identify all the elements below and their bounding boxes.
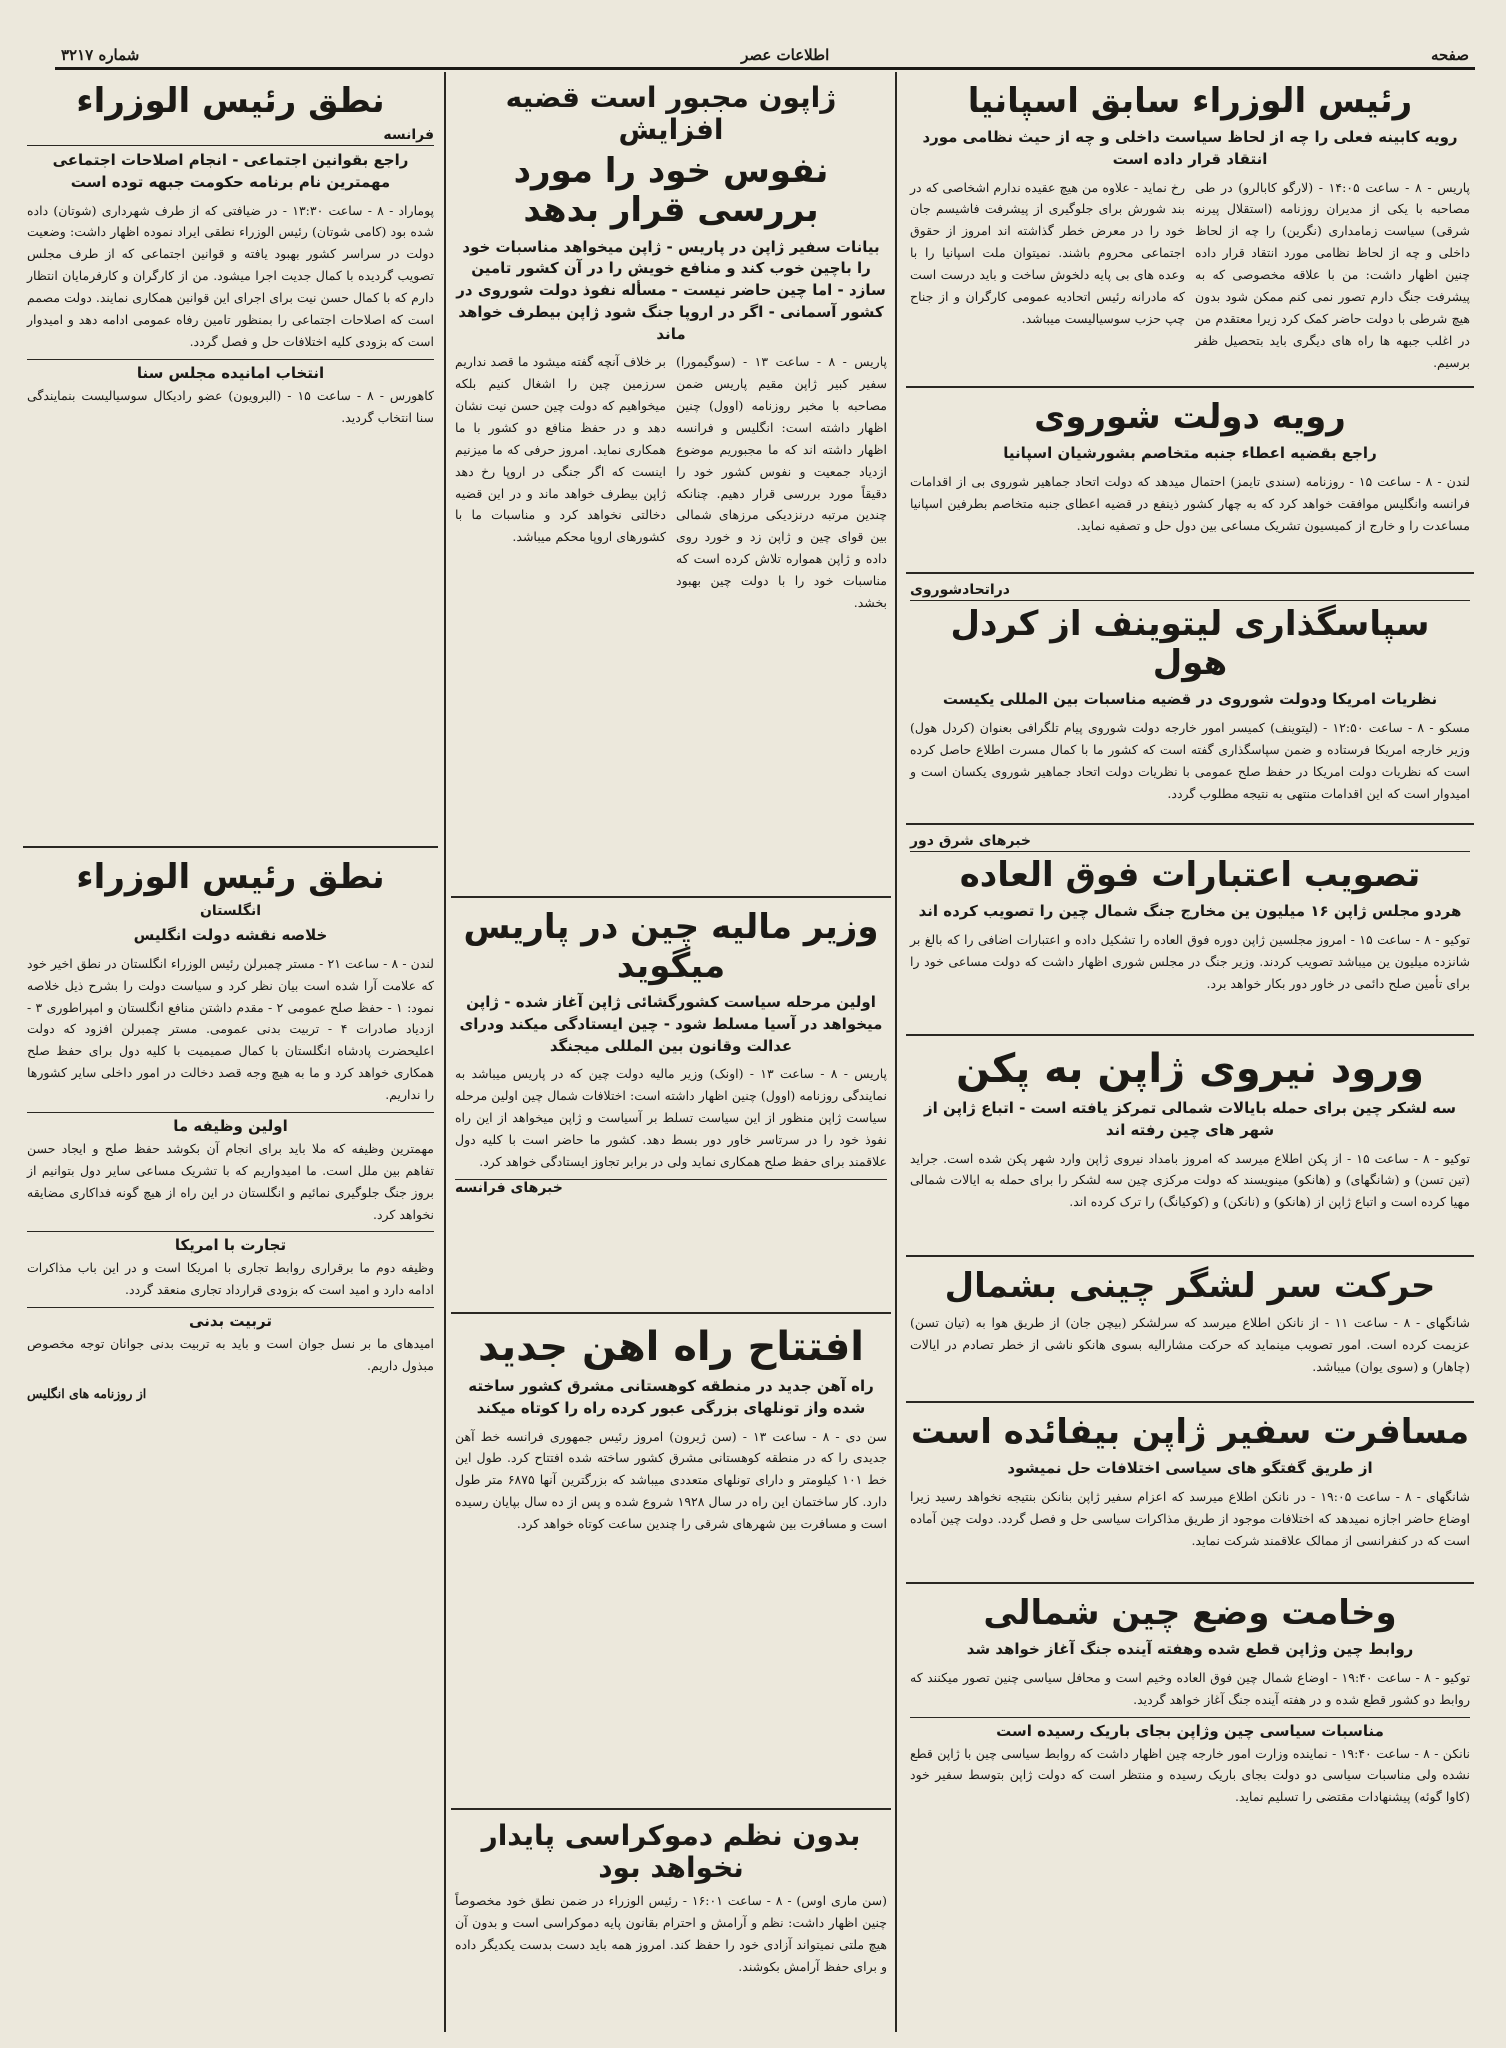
article-headline: وزیر مالیه چین در پاریس میگوید [463,907,879,987]
article-japan-peking [906,1036,1474,1257]
sub-body: وظیفه دوم ما برقراری روابط تجاری با امریکا است و در این باب مذاکرات ادامه دارد و امید است که بزودی قرارداد تجاری منعقد گردد. [27,1260,434,1298]
sub-body: کاهورس - ۸ - ساعت ۱۵ - (البرویون) عضو رادیکال سوسیالیست بنمایندگی سنا انتخاب گردید. [27,387,434,425]
article-body: توکیو - ۸ - ساعت ۱۵ - از پکن اطلاع میرسد که امروز بامداد نیروی ژاپن وارد شهر پکن شده است. جراید (تین تسن) و (شانگهای) و (هانکو) مینویسند که دولت مرکزی چین سه لشکر را برای حمله به ایالات شمالی مهیا کرده است و اتباع ژاپن از (هانکو) و (نانکن) و (کوکیانگ) را ترک کرده اند. [910,1150,1470,1210]
article-body: لندن - ۸ - ساعت ۲۱ - مستر چمبرلن رئیس الوزراء انگلستان در نطق اخیر خود که علامت آرا شده است بیان نظر کرد و سیاست دولت را بشرح ذیل خلاصه نمود: ۱ - حفظ صلح عمومی ۲ - مقدم داشتن منافع انگلستان و امپراطوری ۳ - ازدیاد صادرات ۴ - تربیت بدنی عمومی. مستر چمبرلن افزود که دولت اعلیحضرت پادشاه انگلستان با کمال صمیمیت با کلیه دول برای حفظ صلح همکاری خواهد کرد و ما به هیچ وجه قصد دخالت در امور داخلی سایر کشورها را نداریم. [27,955,435,1103]
article-body: شانگهای - ۸ - ساعت ۱۹:۰۵ - در نانکن اطلاع میرسد که اعزام سفیر ژاپن بنانکن بنتیجه نخواهد رسید زیرا اوضاع حاضر اجازه نمیدهد که اختلافات موجود از طریق مذاکرات سیاسی حل و فصل گردد. دولت چین آماده است که در کنفرانسی از ممالک علاقمند شرکت نماید. [910,1488,1470,1548]
article-body: (سن ماری اوس) - ۸ - ساعت ۱۶:۰۱ - رئیس الوزراء در ضمن نطق خود مخصوصاً چنین اظهار داشت: نظم و آرامش و احترام بقانون پایه دموکراسی است و بدون آن هیچ ملتی نمیتواند آزادی خود را حفظ کند. امروز همه باید دست بدست یکدیگر داده و برای حفظ آرامش بکوشند. [455,1893,887,1974]
sub-headline: انتخاب امانیده مجلس سنا [27,359,434,382]
sub-headline: تربیت بدنی [27,1307,434,1330]
article-north-china [906,1584,1474,1898]
article-body: سن دی - ۸ - ساعت ۱۳ - (سن ژیرون) امروز رئیس جمهوری فرانسه خط آهن جدیدی را که در منطقه کوهستانی مشرق کشور ساخته شده افتتاح کرد. طول این خط ۱۰۱ کیلومتر و دارای تونلهای متعددی میباشد که بزرگترین آنها ۶۸۷۵ متر طول دارد. کار ساختمان این راه در سال ۱۹۲۸ شروع شده و پس از ده سال بپایان رسیده است و مسافرت بین شهرهای شرقی را چندین ساعت کوتاه خواهد کرد. [455,1428,887,1531]
article-headline: بدون نظم دموکراسی پایدار نخواهد بود [481,1819,861,1885]
article-headline: سپاسگذاری لیتوینف از کردل هول [950,604,1430,684]
article-litvinov [906,574,1474,825]
article-soviet-policy [906,388,1474,574]
section-tag: خبرهای شرق دور [910,833,1470,852]
article-kicker: رویه کابینه فعلی را چه از لحاظ سیاست داخلی و چه از حیث نظامی مورد انتقاد قرار داده است [922,128,1458,168]
article-body: بر خلاف آنچه گفته میشود ما قصد نداریم سرزمین چین را اشغال کنیم بلکه میخواهیم که دولت چین حسن نیت نشان دهد و در حفظ منافع دو کشور با ما همکاری نماید. امروز حرفی که ما میزنیم اینست که اگر جنگی در اروپا رخ دهد ژاپن بیطرف خواهد ماند و در این قضیه دخالتی نخواهد کرد و مناسبات ما با کشورهای اروپا محکم میباشد. [455,354,666,545]
article-kicker: هردو مجلس ژاپن ۱۶ میلیون ین مخارج جنگ شمال چین را تصویب کرده اند [918,902,1462,921]
article-headline: تصویب اعتبارات فوق العاده [959,855,1421,895]
article-extra-credits [906,825,1474,1036]
article-headline: افتتاح راه اهن جدید [477,1324,865,1370]
sub-headline: تجارت با امریکا [27,1231,434,1254]
column-center [451,72,891,2032]
article-body: پاریس - ۸ - ساعت ۱۴:۰۵ - (لارگو کابالرو) در طی مصاحبه با یکی از مدیران روزنامه (استقلال پیرنه شرقی) سیاست زمامداری (نگرین) را چه از لحاظ داخلی و چه از لحاظ نظامی مورد انتقاد قرار داده چنین اظهار داشت: من با علاقه مخصوصی که به پیشرفت جنگ دارم تصور نمی کنم ممکن شود بدون هیچ شرطی با دولت حاضر کمک کرد زیرا معتقدم من در اغلب جبهه ها راه های دیگری باید بتحصیل ظفر برسیم. [1195,179,1470,370]
article-headline: ورود نیروی ژاپن به پکن [955,1046,1425,1092]
article-democracy [451,1810,891,2032]
article-body: پوماراد - ۸ - ساعت ۱۳:۳۰ - در ضیافتی که از طرف شهرداری (شوتان) داده شده بود (کامی شوتان) رئیس الوزراء نطقی ایراد نموده اظهار داشت: وضعیت دولت در سراسر کشور بهبود یافته و قوانین اجتماعی که از طرف مجلس تصویب گردیده با کمال جدیت اجرا میشود. من از کارگران و کارفرمایان انتظار دارم که با کمال حسن نیت برای اجرای این قوانین همکاری نمایند. دولت مصمم است که اصلاحات اجتماعی را بمنظور تامین رفاه عمومی ادامه دهد و امیدوار است که بزودی کلیه اختلافات حل و فصل گردد. [27,202,435,349]
article-chinese-general [906,1257,1474,1403]
article-headline: ژاپون مجبور است قضیه افزایش [505,81,837,147]
article-headline-line-2: نفوس خود را مورد بررسی قرار بدهد [513,151,829,231]
article-body: رخ نماید - علاوه من هیچ عقیده ندارم اشخاصی که در بند شورش برای جلوگیری از پیشرفت فاشیسم جان خود را در معرض خطر گذاشته اند امروز از حقوق اجتماعی محروم باشند. نمیتوان ملت اسپانیا را با وعده های بی پایه دلخوش ساخت و باید درست است که مادرانه رئیس اتحادیه عمومی کارگران و از جناح چپ حزب سوسیالیست میباشد. [910,179,1185,326]
article-kicker: راجع بقضیه اعطاء جنبه متخاصم بشورشیان اسپانیا [1003,444,1377,463]
article-headline: مسافرت سفیر ژاپن بیفائده است [910,1412,1470,1452]
article-body: لندن - ۸ - ساعت ۱۵ - روزنامه (سندی تایمز) احتمال میدهد که دولت اتحاد جماهیر شوروی بی از اقدامات فرانسه وانگلیس موافقت خواهد کرد که به چهار کشور ذینفع در قضیه اعطای جنبه متخاصم بطرفین اسپانیا مساعدت را و خارج از کمیسیون تشریک مساعی بین دول حل و تصفیه نماید. [910,473,1470,533]
article-spain-former-pm [906,72,1474,388]
column-divider [444,72,446,2032]
article-kicker: نظریات امریکا ودولت شوروی در قضیه مناسبات بین المللی یکیست [942,690,1438,709]
article-body: توکیو - ۸ - ساعت ۱۹:۴۰ - اوضاع شمال چین فوق العاده وخیم است و محافل سیاسی چنین تصور میکنند که روابط دو کشور قطع شده و در هفته آینده جنگ آغاز خواهد گردید. [910,1669,1470,1707]
article-french-pm-speech [23,72,438,848]
article-headline: رویه دولت شوروی [1034,397,1346,437]
column-right [906,72,1474,2032]
section-tag: دراتحادشوروی [910,582,1470,601]
sub-body: امیدهای ما بر نسل جوان است و باید به تربیت بدنی جوانان توجه مخصوص مبذول داریم. [27,1336,434,1374]
article-headline: نطق رئیس الوزراء [76,81,385,121]
article-body: توکیو - ۸ - ساعت ۱۵ - امروز مجلسین ژاپن دوره فوق العاده را تشکیل داده و اعتبارات اضافی را که بالغ بر شانزده میلیون ین میباشد تصویب کردند. وزیر جنگ در مجلس شوری اظهار داشت که دولت مساعی خود را برای تأمین صلح دائمی در خاور دور بکار خواهد برد. [910,931,1470,991]
article-ambassador-trip [906,1403,1474,1584]
article-headline: نطق رئیس الوزراء [76,857,385,897]
article-kicker: سه لشکر چین برای حمله بایالات شمالی تمرکز یافته است - اتباع ژاپن از شهر های چین رفته اند [924,1099,1456,1139]
article-body: مسکو - ۸ - ساعت ۱۲:۵۰ - (لیتوینف) کمیسر امور خارجه دولت شوروی پیام تلگرافی بعنوان (کردل هول) وزیر خارجه امریکا فرستاده و ضمن سپاسگذاری گفته است که کشور ما با کمال مسرت اطلاع حاصل کرده است که نظریات دولت امریکا در حفظ صلح عمومی با نظریات دولت اتحاد جماهیر شوروی یکسان است و امیدوار است که این اقدامات منتهی به نتیجه مطلوب گردد. [910,719,1470,801]
column-left [23,72,438,2032]
masthead [55,38,1475,70]
article-headline: رئیس الوزراء سابق اسپانیا [967,81,1413,121]
article-japan-population [451,72,891,898]
article-body: پاریس - ۸ - ساعت ۱۳ - (سوگیمورا) سفیر کبیر ژاپن مقیم پاریس ضمن مصاحبه با مخبر روزنامه (اوول) چنین اظهار داشته است: انگلیس و فرانسه اظهار داشته اند که ما مجبوریم موضوع ازدیاد جمعیت و نفوس کشور خود را دقیقاً مورد بررسی قرار دهیم. چنانکه چندین مرتبه درنزدیکی مرزهای شمالی بین قوای چین و ژاپن زد و خورد روی داده و ژاپن همواره تلاش کرده است که مناسبات خود را با دولت چین بهبود بخشد. [676,354,887,610]
article-kicker: بیانات سفیر ژاپن در پاریس - ژاپن میخواهد مناسبات خود را باچین خوب کند و منافع خویش را در آن کشور تامین سازد - اما چین حاضر نیست - مسأله نفوذ دولت شوروی در کشور آسمانی - اگر در اروپا جنگ شود ژاپن بیطرف خواهد ماند [456,237,886,343]
sub-headline: اولین وظیفه ما [27,1112,434,1135]
column-divider [895,72,897,2032]
paper-name: اطلاعات عصر [741,46,830,64]
article-body: شانگهای - ۸ - ساعت ۱۱ - از نانکن اطلاع میرسد که سرلشکر (بیچن جان) از طریق هوا به (تیان تسن) عزیمت کرده است. امور تصویب مینماید که حرکت مشارالیه بسوی هانکو ناشی از خطر تصادم در ایالات (چاهار) و (سوی یوان) میباشد. [910,1315,1470,1374]
article-body: پاریس - ۸ - ساعت ۱۳ - (اونک) وزیر مالیه دولت چین که در پاریس میباشد به نمایندگی روزنامه (اوول) چنین اظهار داشته است: اختلافات شمال چین اولین مرحله سیاست ژاپن منظور از این سیاست تسلط بر آسیاست و ژاپن میخواهد از این راه نفوذ خود را در سرتاسر خاور دور بسط دهد. کشور ما حاضر است با کلیه دول علاقمند برای حفظ صلح همکاری نماید ولی در برابر تجاوز ایستادگی خواهد کرد. [455,1066,887,1169]
article-kicker: اولین مرحله سیاست کشورگشائی ژاپن آغاز شده - ژاپن میخواهد در آسیا مسلط شود - چین ایستادگی میکند ودرای عدالت وقانون بین المللی میجنگد [459,993,883,1055]
source-credit: از روزنامه های انگلیس [27,1385,147,1401]
sub-body: نانکن - ۸ - ساعت ۱۹:۴۰ - نماینده وزارت امور خارجه چین اظهار داشت که روابط سیاسی چین با ژاپن قطع نشده ولی مناسبات سیاسی دو دولت بجای باریک رسیده و منتظر است که دولت ژاپن بتوسط سفیر خود (کاوا گوئه) پیشنهادات مقتضی را تسلیم نماید. [910,1745,1470,1805]
article-new-railway [451,1314,891,1810]
section-tag: انگلستان [199,903,262,920]
article-china-finance-minister [451,898,891,1314]
article-kicker: از طریق گفتگو های سیاسی اختلافات حل نمیشود [1007,1459,1373,1478]
article-headline: حرکت سر لشگر چینی بشمال [944,1266,1436,1306]
article-kicker: راجع بقوانین اجتماعی - انجام اصلاحات اجتماعی مهمترین نام برنامه حکومت جبهه توده است [52,151,409,191]
issue-number: شماره ۳۲۱۷ [61,46,140,64]
article-kicker: خلاصه نقشه دولت انگلیس [133,926,328,945]
article-kicker: روابط چین وژاپن قطع شده وهفته آینده جنگ آغاز خواهد شد [966,1640,1414,1659]
sub-body: مهمترین وظیفه که ملا باید برای انجام آن بکوشد حفظ صلح و ایجاد حسن تفاهم بین ملل است. ما امیدواریم که با تشریک مساعی سایر دول بتوانیم از بروز جنگ جلوگیری نمائیم و انگلستان در این راه از هیچ گونه فداکاری مضایقه نخواهد کرد. [27,1140,434,1222]
section-tag: فرانسه [27,127,434,146]
article-british-pm-speech [23,848,438,2032]
section-tag: خبرهای فرانسه [455,1179,887,1198]
page-label: صفحه [1430,46,1469,64]
sub-headline: مناسبات سیاسی چین وژاپن بجای باریک رسیده است [910,1717,1470,1740]
article-headline: وخامت وضع چین شمالی [983,1593,1397,1633]
article-kicker: راه آهن جدید در منطقه کوهستانی مشرق کشور ساخته شده واز تونلهای بزرگی عبور کرده راه را کوتاه میکند [468,1377,874,1417]
